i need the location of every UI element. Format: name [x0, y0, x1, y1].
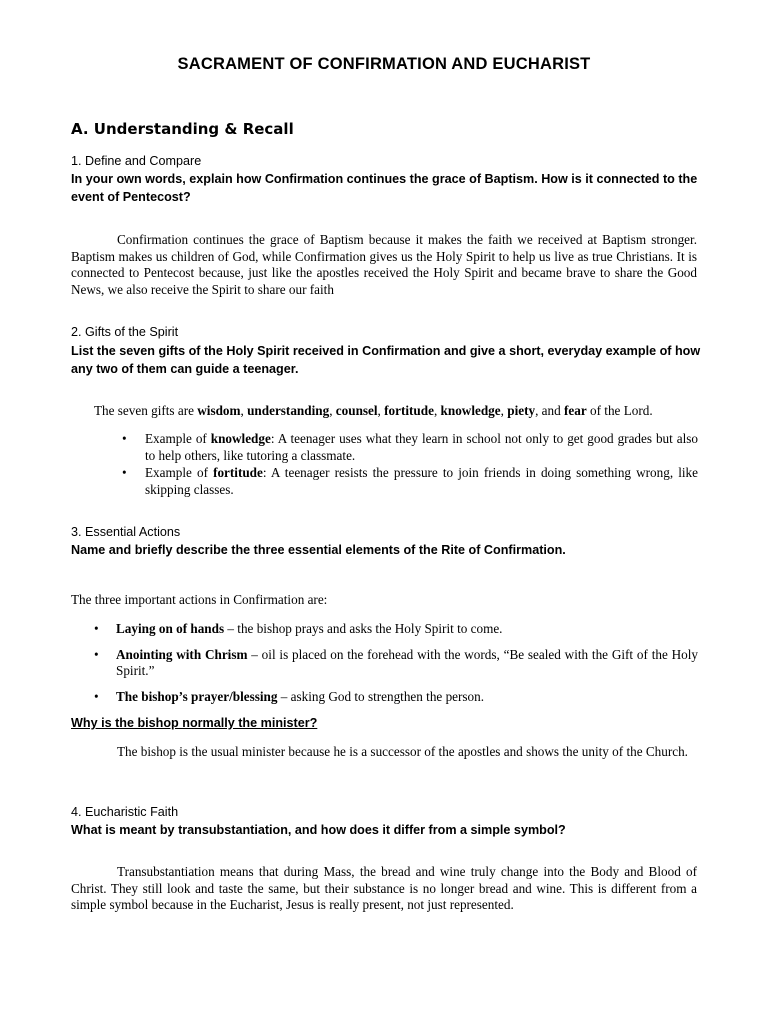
gift-fear: fear: [564, 403, 587, 418]
list-item: • Anointing with Chrism – oil is placed on the forehead with the words, “Be sealed with the Gift of the Holy Spirit.”: [94, 646, 698, 678]
question-3-prompt: Name and briefly describe the three essential elements of the Rite of Confirmation.: [71, 543, 566, 557]
bullet-icon: •: [122, 431, 127, 446]
question-4-answer: Transubstantiation means that during Mass, the bread and wine truly change into the Body and Blood of Christ. They still look and taste the same, but their substance is no longer bread and wine. This is different from a simple symbol because in the Eucharist, Jesus is really present, not just represented.: [71, 864, 697, 912]
gifts-list-sentence: The seven gifts are wisdom, understanding, counsel, fortitude, knowledge, piety, and fear of the Lord.: [94, 403, 653, 418]
gift-counsel: counsel: [335, 403, 378, 418]
gift-knowledge: knowledge: [440, 403, 501, 418]
question-3-title: 3. Essential Actions: [71, 525, 181, 539]
question-2-prompt: List the seven gifts of the Holy Spirit received in Confirmation and give a short, everyday example of how any two of them can guide a teenager.: [71, 344, 701, 376]
document-title: SACRAMENT OF CONFIRMATION AND EUCHARIST: [177, 55, 591, 73]
bishop-minister-answer: The bishop is the usual minister because he is a successor of the apostles and shows the unity of the Church.: [117, 744, 688, 759]
question-4-title: 4. Eucharistic Faith: [71, 805, 179, 819]
question-3-intro: The three important actions in Confirmation are:: [71, 592, 328, 607]
question-1-title: 1. Define and Compare: [71, 154, 202, 168]
question-4-prompt: What is meant by transubstantiation, and how does it differ from a simple symbol?: [71, 823, 566, 837]
bullet-icon: •: [94, 646, 99, 662]
question-1-prompt: In your own words, explain how Confirmation continues the grace of Baptism. How is it connected to the event of Pentecost?: [71, 172, 698, 204]
question-2-title: 2. Gifts of the Spirit: [71, 325, 179, 339]
bullet-icon: •: [94, 688, 99, 704]
gift-wisdom: wisdom: [197, 403, 241, 418]
gift-examples-list: [122, 431, 698, 499]
gift-understanding: understanding: [247, 403, 330, 418]
question-1-answer: Confirmation continues the grace of Baptism because it makes the faith we received at Baptism stronger. Baptism makes us children of God, while Confirmation gives us the Holy Spirit to help us live as true Christians. It is connected to Pentecost because, just like the apostles received the Holy Spirit and became brave to share the Good News, we also receive the Spirit to share our faith: [71, 232, 697, 297]
section-heading-a: A. Understanding & Recall: [71, 120, 294, 138]
bullet-icon: •: [122, 465, 127, 480]
list-item: • Example of fortitude: A teenager resists the pressure to join friends in doing something wrong, like skipping classes.: [122, 465, 698, 497]
essential-actions-list: [94, 621, 698, 705]
bishop-minister-question: Why is the bishop normally the minister?: [71, 716, 318, 730]
gift-piety: piety: [507, 403, 536, 418]
list-item: • Laying on of hands – the bishop prays and asks the Holy Spirit to come.: [94, 621, 503, 636]
list-item: • The bishop’s prayer/blessing – asking God to strengthen the person.: [94, 688, 485, 704]
bullet-icon: •: [94, 621, 99, 636]
list-item: • Example of knowledge: A teenager uses what they learn in school not only to get good grades but also to help others, like tutoring a classmate.: [122, 431, 698, 463]
gift-fortitude: fortitude: [384, 403, 434, 418]
